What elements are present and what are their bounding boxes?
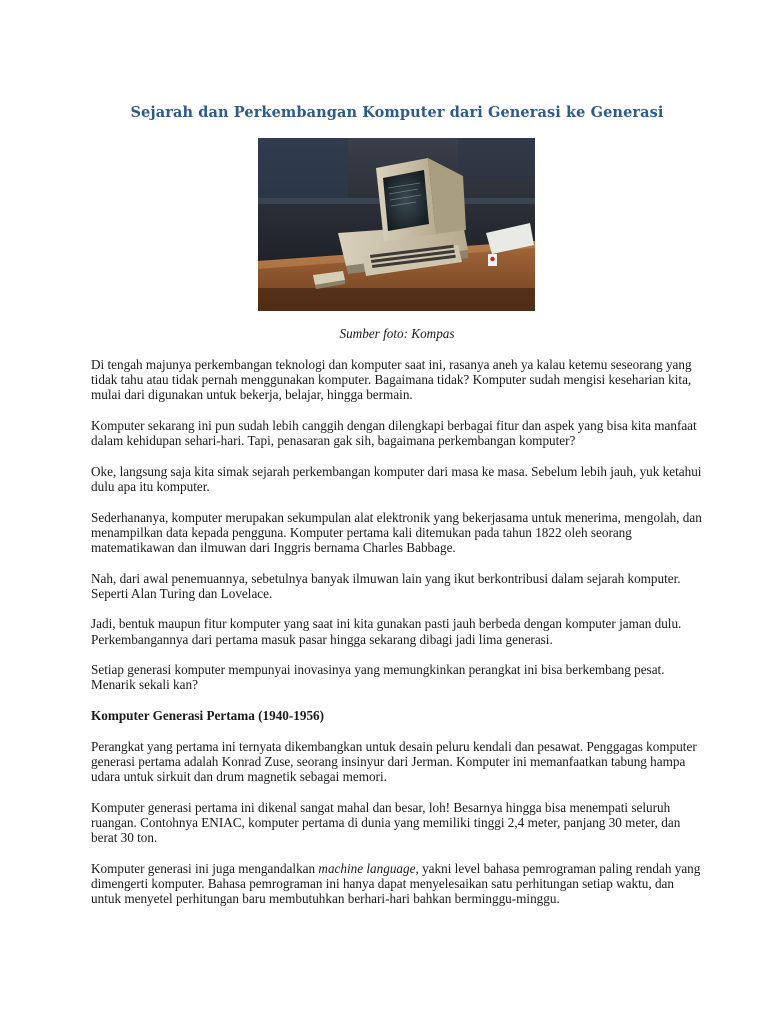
paragraph: Perangkat yang pertama ini ternyata dikembangkan untuk desain peluru kendali dan pesawat. Penggagas komputer generasi pertama adalah Konrad Zuse, seorang insinyur dari Jerman. Komputer ini memanfaatkan tabung hampa udara untuk sirkuit dan drum magnetik sebagai memori.	[91, 738, 697, 785]
text-run: , yakni level bahasa pemrograman paling rendah yang dimengerti komputer. Bahasa pemrograman ini hanya dapat menyelesaikan satu perhitungan setiap waktu, dan untuk menyetel perhitungan baru membutuhkan berhari-hari bahkan berminggu-minggu.	[91, 860, 701, 907]
figure-caption: Sumber foto: Kompas	[339, 326, 455, 341]
section-heading: Komputer Generasi Pertama (1940-1956)	[91, 708, 325, 724]
paragraph: Komputer sekarang ini pun sudah lebih canggih dengan dilengkapi berbagai fitur dan aspek yang bisa kita manfaat dalam kehidupan sehari-hari. Tapi, penasaran gak sih, bagaimana perkembangan komputer?	[91, 418, 697, 449]
paragraph: Komputer generasi pertama ini dikenal sangat mahal dan besar, loh! Besarnya hingga bisa menempati seluruh ruangan. Contohnya ENIAC, komputer pertama di dunia yang memiliki tinggi 2,4 meter, panjang 30 meter, dan berat 30 ton.	[91, 799, 681, 846]
emphasis-text: machine language	[318, 860, 416, 876]
figure	[91, 138, 703, 342]
paragraph: Jadi, bentuk maupun fitur komputer yang saat ini kita gunakan pasti jauh berbeda dengan komputer jaman dulu. Perkembangannya dari pertama masuk pasar hingga sekarang dibagi jadi lima generasi.	[91, 616, 682, 647]
paragraph: Sederhananya, komputer merupakan sekumpulan alat elektronik yang bekerjasama untuk menerima, mengolah, dan menampilkan data kepada pengguna. Komputer pertama kali ditemukan pada tahun 1822 oleh seorang matematikawan dan ilmuwan dari Inggris bernama Charles Babbage.	[91, 509, 702, 555]
text-run: Komputer generasi ini juga mengandalkan	[91, 860, 319, 876]
paragraph	[91, 861, 703, 907]
paragraph: Di tengah majunya perkembangan teknologi dan komputer saat ini, rasanya aneh ya kalau ketemu seseorang yang tidak tahu atau tidak pernah menggunakan komputer. Bagaimana tidak? Komputer sudah mengisi keseharian kita, mulai dari digunakan untuk bekerja, belajar, hingga bermain.	[91, 357, 692, 403]
paragraph: Setiap generasi komputer mempunyai inovasinya yang memungkinkan perangkat ini bisa berkembang pesat. Menarik sekali kan?	[91, 662, 665, 693]
paragraph: Nah, dari awal penemuannya, sebetulnya banyak ilmuwan lain yang ikut berkontribusi dalam sejarah komputer. Seperti Alan Turing dan Lovelace.	[91, 570, 681, 601]
document-title: Sejarah dan Perkembangan Komputer dari Generasi ke Generasi	[130, 104, 664, 121]
paragraph: Oke, langsung saja kita simak sejarah perkembangan komputer dari masa ke masa. Sebelum lebih jauh, yuk ketahui dulu apa itu komputer.	[91, 463, 702, 494]
computer-photo	[258, 138, 535, 311]
document-page	[91, 104, 703, 906]
